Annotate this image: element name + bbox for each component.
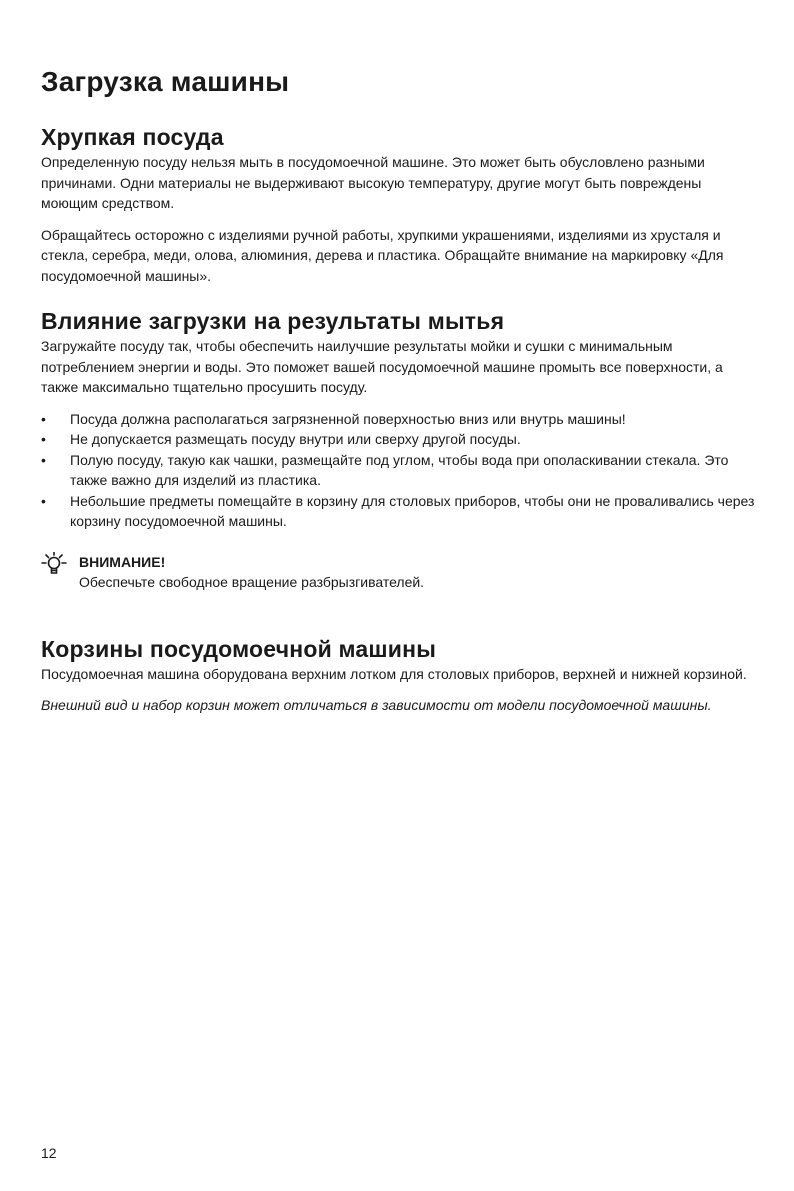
section-heading-loading: Влияние загрузки на результаты мытья bbox=[41, 308, 505, 334]
list-item-text: Посуда должна располагаться загрязненной поверхностью вниз или внутрь машины! bbox=[70, 410, 626, 427]
list-item-text: Небольшие предметы помещайте в корзину для столовых приборов, чтобы они не проваливались через корзину посудомоечной машины. bbox=[70, 492, 755, 529]
list-item-text: Полую посуду, такую как чашки, размещайте под углом, чтобы вода при ополаскивании стекала. Это также важно для изделий из пластика. bbox=[70, 451, 729, 488]
list-item-text: Не допускается размещать посуду внутри или сверху другой посуды. bbox=[70, 431, 521, 447]
bullet-icon: • bbox=[41, 492, 46, 509]
section-heading-baskets: Корзины посудомоечной машины bbox=[41, 635, 437, 662]
bullet-icon: • bbox=[41, 431, 46, 447]
warning-text: Обеспечьте свободное вращение разбрызгивателей. bbox=[79, 573, 425, 590]
paragraph-baskets-note: Внешний вид и набор корзин может отличаться в зависимости от модели посудомоечной машины. bbox=[41, 697, 712, 713]
paragraph-loading-intro: Загружайте посуду так, чтобы обеспечить наилучшие результаты мойки и сушки с минимальным потреблением энергии и воды. Это поможет вашей посудомоечной машине промыть все поверхности, а также максимально тщательно просушить посуду. bbox=[41, 338, 723, 395]
page-title: Загрузка машины bbox=[41, 66, 290, 97]
loading-bullet-list bbox=[41, 409, 761, 532]
page-number: 12 bbox=[41, 1145, 57, 1161]
list-item bbox=[41, 491, 761, 532]
lightbulb-icon bbox=[41, 552, 71, 582]
bullet-icon: • bbox=[41, 410, 46, 427]
warning-title: ВНИМАНИЕ! bbox=[79, 553, 166, 570]
paragraph-fragile-2: Обращайтесь осторожно с изделиями ручной работы, хрупкими украшениями, изделиями из хрусталя и стекла, серебра, меди, олова, алюминия, дерева и пластика. Обращайте внимание на маркировку «Для посудомоечной машины». bbox=[41, 226, 724, 284]
paragraph-baskets-1: Посудомоечная машина оборудована верхним лотком для столовых приборов, верхней и нижней корзиной. bbox=[41, 665, 747, 682]
page-content bbox=[41, 62, 761, 716]
list-item bbox=[41, 450, 761, 491]
section-heading-fragile: Хрупкая посуда bbox=[41, 124, 224, 150]
paragraph-fragile-1: Определенную посуду нельзя мыть в посудомоечной машине. Это может быть обусловлено разными причинами. Одни материалы не выдерживают высокую температуру, другие могут быть повреждены моющим средством. bbox=[41, 154, 705, 211]
list-item bbox=[41, 409, 761, 430]
warning-box bbox=[41, 552, 761, 596]
list-item bbox=[41, 429, 761, 450]
bullet-icon: • bbox=[41, 451, 46, 468]
